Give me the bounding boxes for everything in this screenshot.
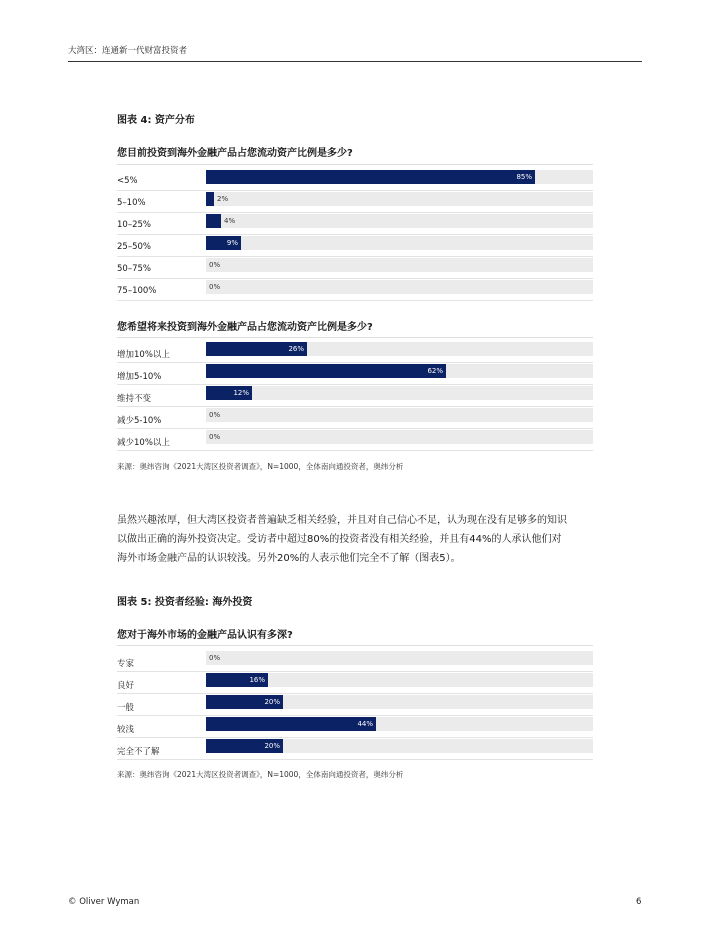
value-label: 2% <box>217 195 229 203</box>
bar-row <box>117 694 593 716</box>
category-label: 25–50% <box>117 242 151 252</box>
body-paragraph <box>117 511 597 568</box>
figure-4-title: 图表 4: 资产分布 <box>117 115 195 126</box>
bar-track <box>206 342 593 356</box>
bar <box>206 364 446 378</box>
bar-row <box>117 407 593 429</box>
bar-row <box>117 191 593 213</box>
bar <box>206 214 221 228</box>
bar-row <box>117 672 593 694</box>
value-label: 4% <box>224 217 236 225</box>
category-label: 减少5-10% <box>117 416 162 426</box>
body-line: 虽然兴趣浓厚，但大湾区投资者普遍缺乏相关经验，并且对自己信心不足，认为现在没有足够多的知识 <box>117 515 567 526</box>
bar-track <box>206 717 593 731</box>
bar-track <box>206 258 593 272</box>
bar-row <box>117 341 593 363</box>
bar <box>206 170 535 184</box>
category-label: 完全不了解 <box>117 747 160 757</box>
chart2-title: 您希望将来投资到海外金融产品占您流动资产比例是多少? <box>117 322 373 333</box>
bar-track <box>206 651 593 665</box>
chart1-bar-chart <box>117 169 593 301</box>
category-label: 专家 <box>117 659 135 669</box>
header-title: 大湾区：连通新一代财富投资者 <box>68 46 188 56</box>
chart1-title-divider <box>117 164 593 165</box>
bar <box>206 192 214 206</box>
bar-track <box>206 386 593 400</box>
value-label: 20% <box>264 698 280 706</box>
value-label: 0% <box>209 283 221 291</box>
bar-row <box>117 650 593 672</box>
chart-source-note: 来源：奥纬咨询《2021大湾区投资者调查》，N=1000，全体南向通投资者，奥纬分析 <box>117 770 404 779</box>
value-label: 0% <box>209 411 221 419</box>
bar-track <box>206 280 593 294</box>
bar-row <box>117 279 593 301</box>
value-label: 0% <box>209 261 221 269</box>
bar-track <box>206 192 593 206</box>
bar-track <box>206 695 593 709</box>
value-label: 62% <box>427 367 443 375</box>
bar-row <box>117 738 593 760</box>
value-label: 16% <box>249 676 265 684</box>
bar-track <box>206 170 593 184</box>
category-label: 增加10%以上 <box>117 350 170 360</box>
bar-row <box>117 235 593 257</box>
chart1-title: 您目前投资到海外金融产品占您流动资产比例是多少? <box>117 148 353 159</box>
chart3-title: 您对于海外市场的金融产品认识有多深? <box>117 630 293 641</box>
chart2-bar-chart <box>117 341 593 451</box>
value-label: 20% <box>264 742 280 750</box>
category-label: 增加5-10% <box>117 372 162 382</box>
bar-row <box>117 385 593 407</box>
figure-5-title: 图表 5: 投资者经验: 海外投资 <box>117 597 253 608</box>
bar-track <box>206 673 593 687</box>
category-label: <5% <box>117 176 138 186</box>
body-line: 以做出正确的海外投资决定。受访者中超过80%的投资者没有相关经验，并且有44%的人承认他们对 <box>117 534 562 545</box>
category-label: 50–75% <box>117 264 151 274</box>
value-label: 26% <box>288 345 304 353</box>
value-label: 0% <box>209 433 221 441</box>
category-label: 维持不变 <box>117 394 152 404</box>
value-label: 44% <box>357 720 373 728</box>
category-label: 较浅 <box>117 725 135 735</box>
bar-row <box>117 213 593 235</box>
chart-source-note: 来源：奥纬咨询《2021大湾区投资者调查》，N=1000，全体南向通投资者，奥纬分析 <box>117 462 404 471</box>
bar-row <box>117 363 593 385</box>
bar-row <box>117 169 593 191</box>
bar <box>206 717 376 731</box>
body-line: 海外市场金融产品的认识较浅。另外20%的人表示他们完全不了解（图表5）。 <box>117 553 461 564</box>
bar-track <box>206 408 593 422</box>
bar-row <box>117 429 593 451</box>
bar-row <box>117 716 593 738</box>
category-label: 75–100% <box>117 286 157 296</box>
category-label: 良好 <box>117 681 135 691</box>
category-label: 5–10% <box>117 198 146 208</box>
bar-row <box>117 257 593 279</box>
footer-copyright: © Oliver Wyman <box>68 897 140 907</box>
bar-track <box>206 214 593 228</box>
value-label: 0% <box>209 654 221 662</box>
value-label: 9% <box>226 239 238 247</box>
bar-track <box>206 739 593 753</box>
value-label: 12% <box>233 389 249 397</box>
bar-track <box>206 430 593 444</box>
chart3-title-divider <box>117 645 593 646</box>
page-number: 6 <box>636 897 642 907</box>
header-divider <box>68 61 642 62</box>
category-label: 10–25% <box>117 220 151 230</box>
category-label: 一般 <box>117 703 135 713</box>
bar-track <box>206 236 593 250</box>
value-label: 85% <box>516 173 532 181</box>
chart2-title-divider <box>117 337 593 338</box>
bar-track <box>206 364 593 378</box>
chart3-bar-chart <box>117 650 593 760</box>
category-label: 减少10%以上 <box>117 438 170 448</box>
